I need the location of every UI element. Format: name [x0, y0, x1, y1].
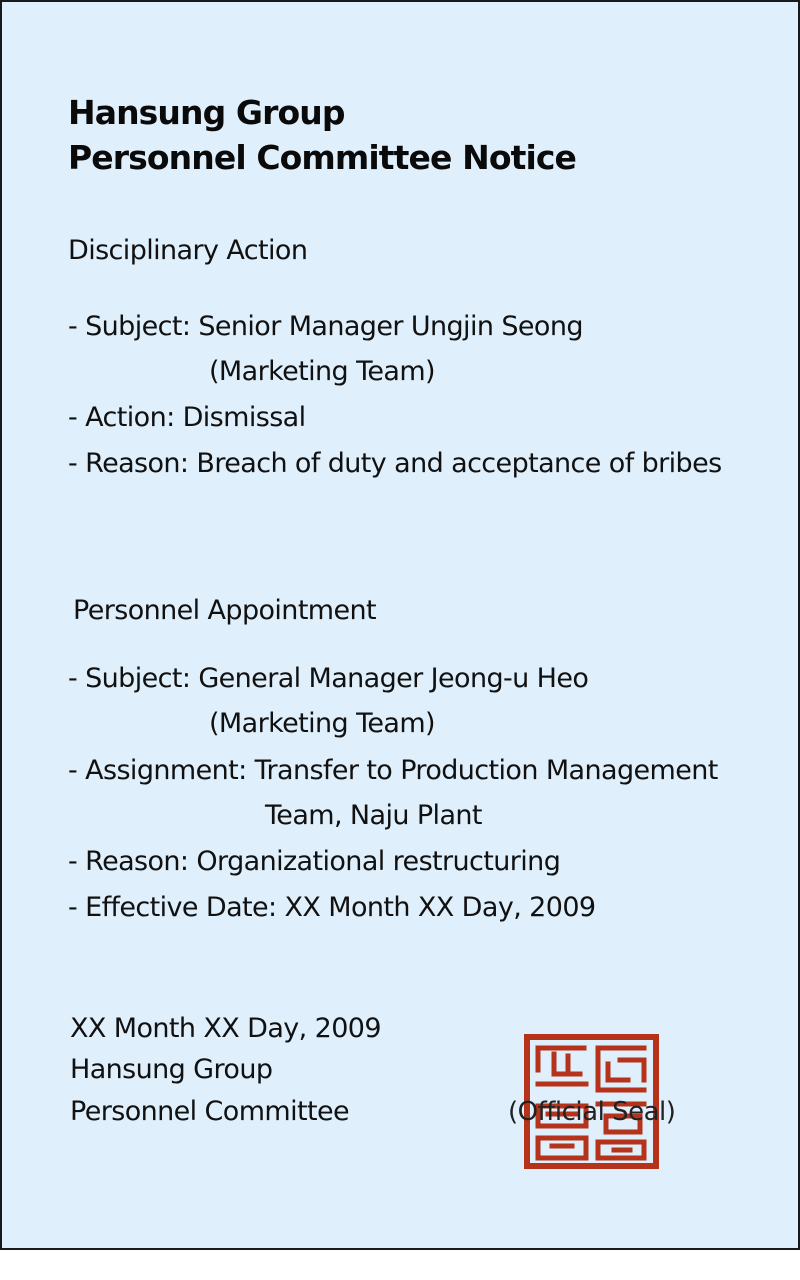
appointment-reason: - Reason: Organizational restructuring [68, 846, 561, 877]
footer-date: XX Month XX Day, 2009 [70, 1013, 381, 1044]
appointment-effective-date: - Effective Date: XX Month XX Day, 2009 [68, 892, 596, 923]
appointment-subject: - Subject: General Manager Jeong-u Heo [68, 663, 589, 694]
footer-committee: Personnel Committee [70, 1096, 350, 1127]
appointment-heading: Personnel Appointment [73, 595, 377, 626]
appointment-assignment-location: Team, Naju Plant [265, 800, 482, 831]
disciplinary-subject-team: (Marketing Team) [209, 356, 435, 387]
disciplinary-heading: Disciplinary Action [68, 235, 308, 266]
appointment-subject-team: (Marketing Team) [209, 708, 435, 739]
disciplinary-action: - Action: Dismissal [68, 402, 306, 433]
disciplinary-reason: - Reason: Breach of duty and acceptance of bribes [68, 448, 722, 479]
footer-organization: Hansung Group [70, 1054, 273, 1085]
notice-title [68, 90, 576, 180]
title-line-notice: Personnel Committee Notice [68, 138, 577, 177]
disciplinary-subject: - Subject: Senior Manager Ungjin Seong [68, 311, 583, 342]
title-line-organization: Hansung Group [68, 93, 345, 132]
official-seal-caption: (Official Seal) [508, 1097, 676, 1127]
appointment-assignment: - Assignment: Transfer to Production Management [68, 755, 718, 786]
